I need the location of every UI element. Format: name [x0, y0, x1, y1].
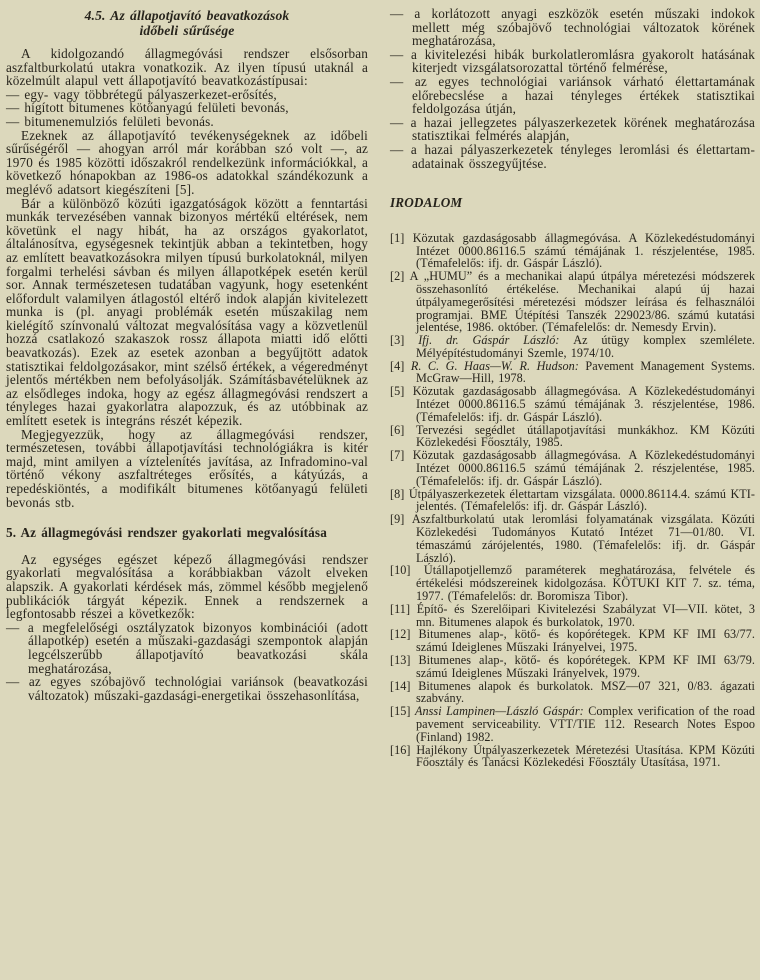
reference-text: Közutak gazdaságosabb állagmegóvása. A Közlekedéstudományi Intézet 0000.86116.5 számú témájának 1. részjelentése, 1985. (Témafelelős: ifj. dr. Gáspár László). [412, 230, 755, 271]
reference-number: [7] [390, 448, 405, 463]
reference-number: [10] [390, 563, 411, 578]
reference-text: Tervezési segédlet útállapotjavítási munkákhoz. KM Közúti Közlekedési Főosztály, 1985. [416, 422, 755, 450]
reference-item [390, 680, 755, 706]
left-column [6, 6, 368, 769]
section-4-5-heading-line2: időbeli sűrűsége [139, 23, 235, 38]
bullet-item: — a korlátozott anyagi eszközök esetén műszaki indokok mellett még szóbajövő technológiai változatok körének meghatározása, [390, 6, 755, 49]
reference-text: Aszfaltburkolatú utak leromlási folyamatának vizsgálata. Közúti Közlekedési Tudományos Kutató Intézet 71—01/80. VI. témaszámú zárójelentés, 1980. (Témafelelős: ifj. dr. Gáspár László). [411, 512, 755, 565]
reference-item [390, 424, 755, 450]
reference-text: Bitumenes alapok és burkolatok. MSZ—07 321, 0/83. ágazati szabvány. [416, 678, 755, 706]
reference-list [390, 232, 755, 769]
reference-number: [8] [390, 486, 405, 501]
reference-item [390, 705, 755, 743]
reference-number: [12] [390, 627, 411, 642]
reference-text: Útállapotjellemző paraméterek meghatározása, felvétele és értékelési módszereinek kidolgozása. KÖTUKI KIT 7. sz. téma, 1977. (Témafelelős: dr. Boromisza Tibor). [416, 563, 755, 604]
reference-text: Útpályaszerkezetek élettartam vizsgálata. 0000.86114.4. számú KTI-jelentés. (Témafelelős: ifj. dr. Gáspár László). [408, 486, 756, 514]
reference-number: [11] [390, 601, 411, 616]
reference-item [390, 513, 755, 564]
literature-heading: IRODALOM [390, 195, 463, 211]
reference-item [390, 564, 755, 602]
reference-author: Anssi Lampinen—László Gáspár: [414, 704, 589, 719]
reference-text: Az útügy komplex szemlélete. Mélyépítéstudományi Szemle, 1974/10. [416, 333, 756, 360]
bullet-item: — hígított bitumenes kötőanyagú felületi bevonás, [6, 100, 289, 116]
reference-item [390, 385, 755, 423]
reference-text: Közutak gazdaságosabb állagmegóvása. A Közlekedéstudományi Intézet 0000.86116.5 számú témájának 2. részjelentése, 1985. (Témafelelős: ifj. dr. Gáspár László). [412, 448, 755, 488]
reference-item [390, 334, 755, 360]
reference-text: Építő- és Szerelőipari Kivitelezési Szabályzat VI—VII. kötet, 3 mn. Bitumenes alapok és burkolatok, 1970. [416, 601, 755, 629]
reference-item [390, 628, 755, 654]
reference-number: [14] [390, 678, 411, 693]
reference-number: [1] [390, 230, 405, 245]
reference-author: R. C. G. Haas—W. R. Hudson: [410, 358, 586, 373]
paragraph-note: Megjegyezzük, hogy az állagmegóvási rendszer, természetesen, további állapotjavítási technológiákra is kitér majd, mint amilyen a víztelenítés javítása, az Infradomino-val történő vékony aszfaltréteges erősítés, a kátyúzás, a repedéskiöntés, a modifikált bitumenes kötőanyagú felületi bevonás stb. [6, 426, 368, 510]
reference-number: [16] [390, 742, 411, 757]
reference-number: [3] [390, 333, 405, 348]
section-5-heading: 5. Az állagmegóvási rendszer gyakorlati megvalósítása [6, 525, 327, 541]
paragraph-practice: Az egységes egészet képező állagmegóvási rendszer gyakorlati megvalósítása a korábbiakban vázolt elveken alapszik. A gyakorlati kérdések más, zömmel később megjelenő publikációk tárgyát képezik. Ennek a rendszernek a legfontosabb részei a következők: [6, 551, 368, 622]
bullet-item: — bitumenemulziós felületi bevonás. [6, 113, 214, 129]
paragraph-directorates: Bár a különböző közúti igazgatóságok között a fenntartási munkák tervezésében vannak bizonyos mértékű eltérések, nem követünk el nagy hibát, ha az országos gyakorlatot, általánosítva, egységesnek tekintjük abban a tekintetben, hogy az említett beavatkozásokra milyen típusú burkolatoknál, milyen forgalmi terhelési sávban és milyen állapotképek esetén kerül sor. Annak természetesen tudatában vagyunk, hogy esetenként előfordult valamilyen átlagostól eltérő indok alapján kivitelezett munka is (pl. anyagi problémák esetén műszakilag nem kielégítő színvonalú változat megvalósítása vagy a közvetlenül hozzá csatlakozó szakaszok rossz állapota miatti idő előtti beavatkozás). Ezek az esetek azonban a begyűjtött adatok statisztikai feldolgozásakor, mint szélső értékek, a végeredményt jelentős mértékben nem befolyásolják. Számításbavételüknek az az elsődleges indoka, hogy az egész állagmegóvási rendszert a tényleges hazai gyakorlatra alapozzuk, és az utóbbinak az említett esetek is integráns részét képezik. [6, 195, 368, 429]
bullet-item: — egy- vagy többrétegű pályaszerkezet-erősítés, [6, 86, 277, 102]
reference-number: [6] [390, 422, 405, 437]
reference-item [390, 488, 755, 514]
section-4-5-heading-line1: 4.5. Az állapotjavító beavatkozások [84, 8, 290, 23]
reference-item [390, 270, 755, 334]
reference-text: A „HUMU” és a mechanikai alapú útpálya méretezési módszerek összehasonlító értékelése. Mechanikai alapú új hazai útpályamegerősítési méretezési módszer leírása és felhasználói programjai. BME Útépítési Tanszék 229023/86. számú kutatási jelentése, 1986. október. (Témafelelős: dr. Nemesdy Ervin). [409, 269, 755, 335]
right-column [390, 6, 755, 769]
reference-text: Közutak gazdaságosabb állagmegóvása. A Közlekedéstudományi Intézet 0000.86116.5 számú témájának 3. részjelentése, 1986. (Témafelelős: ifj. dr. Gáspár László). [412, 384, 755, 424]
reference-item [390, 603, 755, 629]
reference-item [390, 360, 755, 386]
reference-number: [4] [390, 358, 405, 373]
reference-number: [13] [390, 653, 411, 668]
section-4-5-heading [6, 8, 368, 38]
reference-number: [15] [390, 704, 411, 719]
bullet-item: — a hazai pályaszerkezetek tényleges leromlási és élettartam-adatainak összegyűjtése. [390, 141, 755, 171]
reference-text: Bitumenes alap-, kötő- és kopórétegek. KPM KF IMI 63/77. számú Ideiglenes Műszaki Irányelvei, 1975. [416, 627, 755, 655]
reference-number: [2] [390, 269, 405, 284]
reference-text: Hajlékony Útpályaszerkezetek Méretezési Utasítása. KPM Közúti Főosztály és Tanácsi Közlekedési Főosztály Utasítása, 1971. [416, 742, 755, 770]
bullet-item: — az egyes technológiai variánsok várható élettartamának előrebecslése a hazai tényleges értékek statisztikai feldolgozása útján, [390, 73, 755, 117]
reference-item [390, 654, 755, 680]
bullet-item: — a hazai jellegzetes pályaszerkezetek körének meghatározása statisztikai felmérés alapján, [390, 114, 755, 144]
paragraph-time-density: Ezeknek az állapotjavító tevékenységeknek az időbeli sűrűségéről — ahogyan arról már korábban szó volt —, az 1970 és 1985 közötti időszakról rendelkezünk információkkal, a következő hónapokban az 1986-os adatokkal szándékozunk a meglévő adatsort kiegészíteni [5]. [6, 127, 368, 197]
bullet-item: — a kivitelezési hibák burkolatleromlásra gyakorolt hatásának kiterjedt vizsgálatsorozattal történő felmérése, [390, 46, 755, 76]
reference-author: Ifj. dr. Gáspár László: [418, 333, 574, 348]
reference-text: Complex verification of the road pavement serviceability. VTT/TIE 112. Research Notes Espoo (Finland) 1982. [416, 704, 755, 744]
reference-text: Bitumenes alap-, kötő- és kopórétegek. KPM KF IMI 63/79. számú Ideiglenes Műszaki Irányelvek, 1979. [416, 653, 755, 680]
bullet-item: — a megfelelőségi osztályzatok bizonyos kombinációi (adott állapotkép) esetén a műszaki-gazdasági szempontok alapján legcélszerűbb állapotjavító beavatkozási skála meghatározása, [6, 619, 368, 676]
reference-item [390, 232, 755, 270]
bullet-list-continued [390, 7, 755, 170]
reference-number: [5] [390, 384, 405, 399]
reference-text: Pavement Management Systems. McGraw—Hill, 1978. [416, 358, 755, 386]
reference-item [390, 744, 755, 770]
bullet-item: — az egyes szóbajövő technológiai variánsok (beavatkozási változatok) műszaki-gazdasági-energetikai összehasonlítása, [6, 674, 368, 703]
paragraph-intro: A kidolgozandó állagmegóvási rendszer elsősorban aszfaltburkolatú utakra vonatkozik. Az ilyen típusú utaknál a közelmúlt alapul vett állapotjavító beavatkozástípusai: [6, 46, 368, 89]
reference-number: [9] [390, 512, 405, 527]
reference-item [390, 449, 755, 487]
